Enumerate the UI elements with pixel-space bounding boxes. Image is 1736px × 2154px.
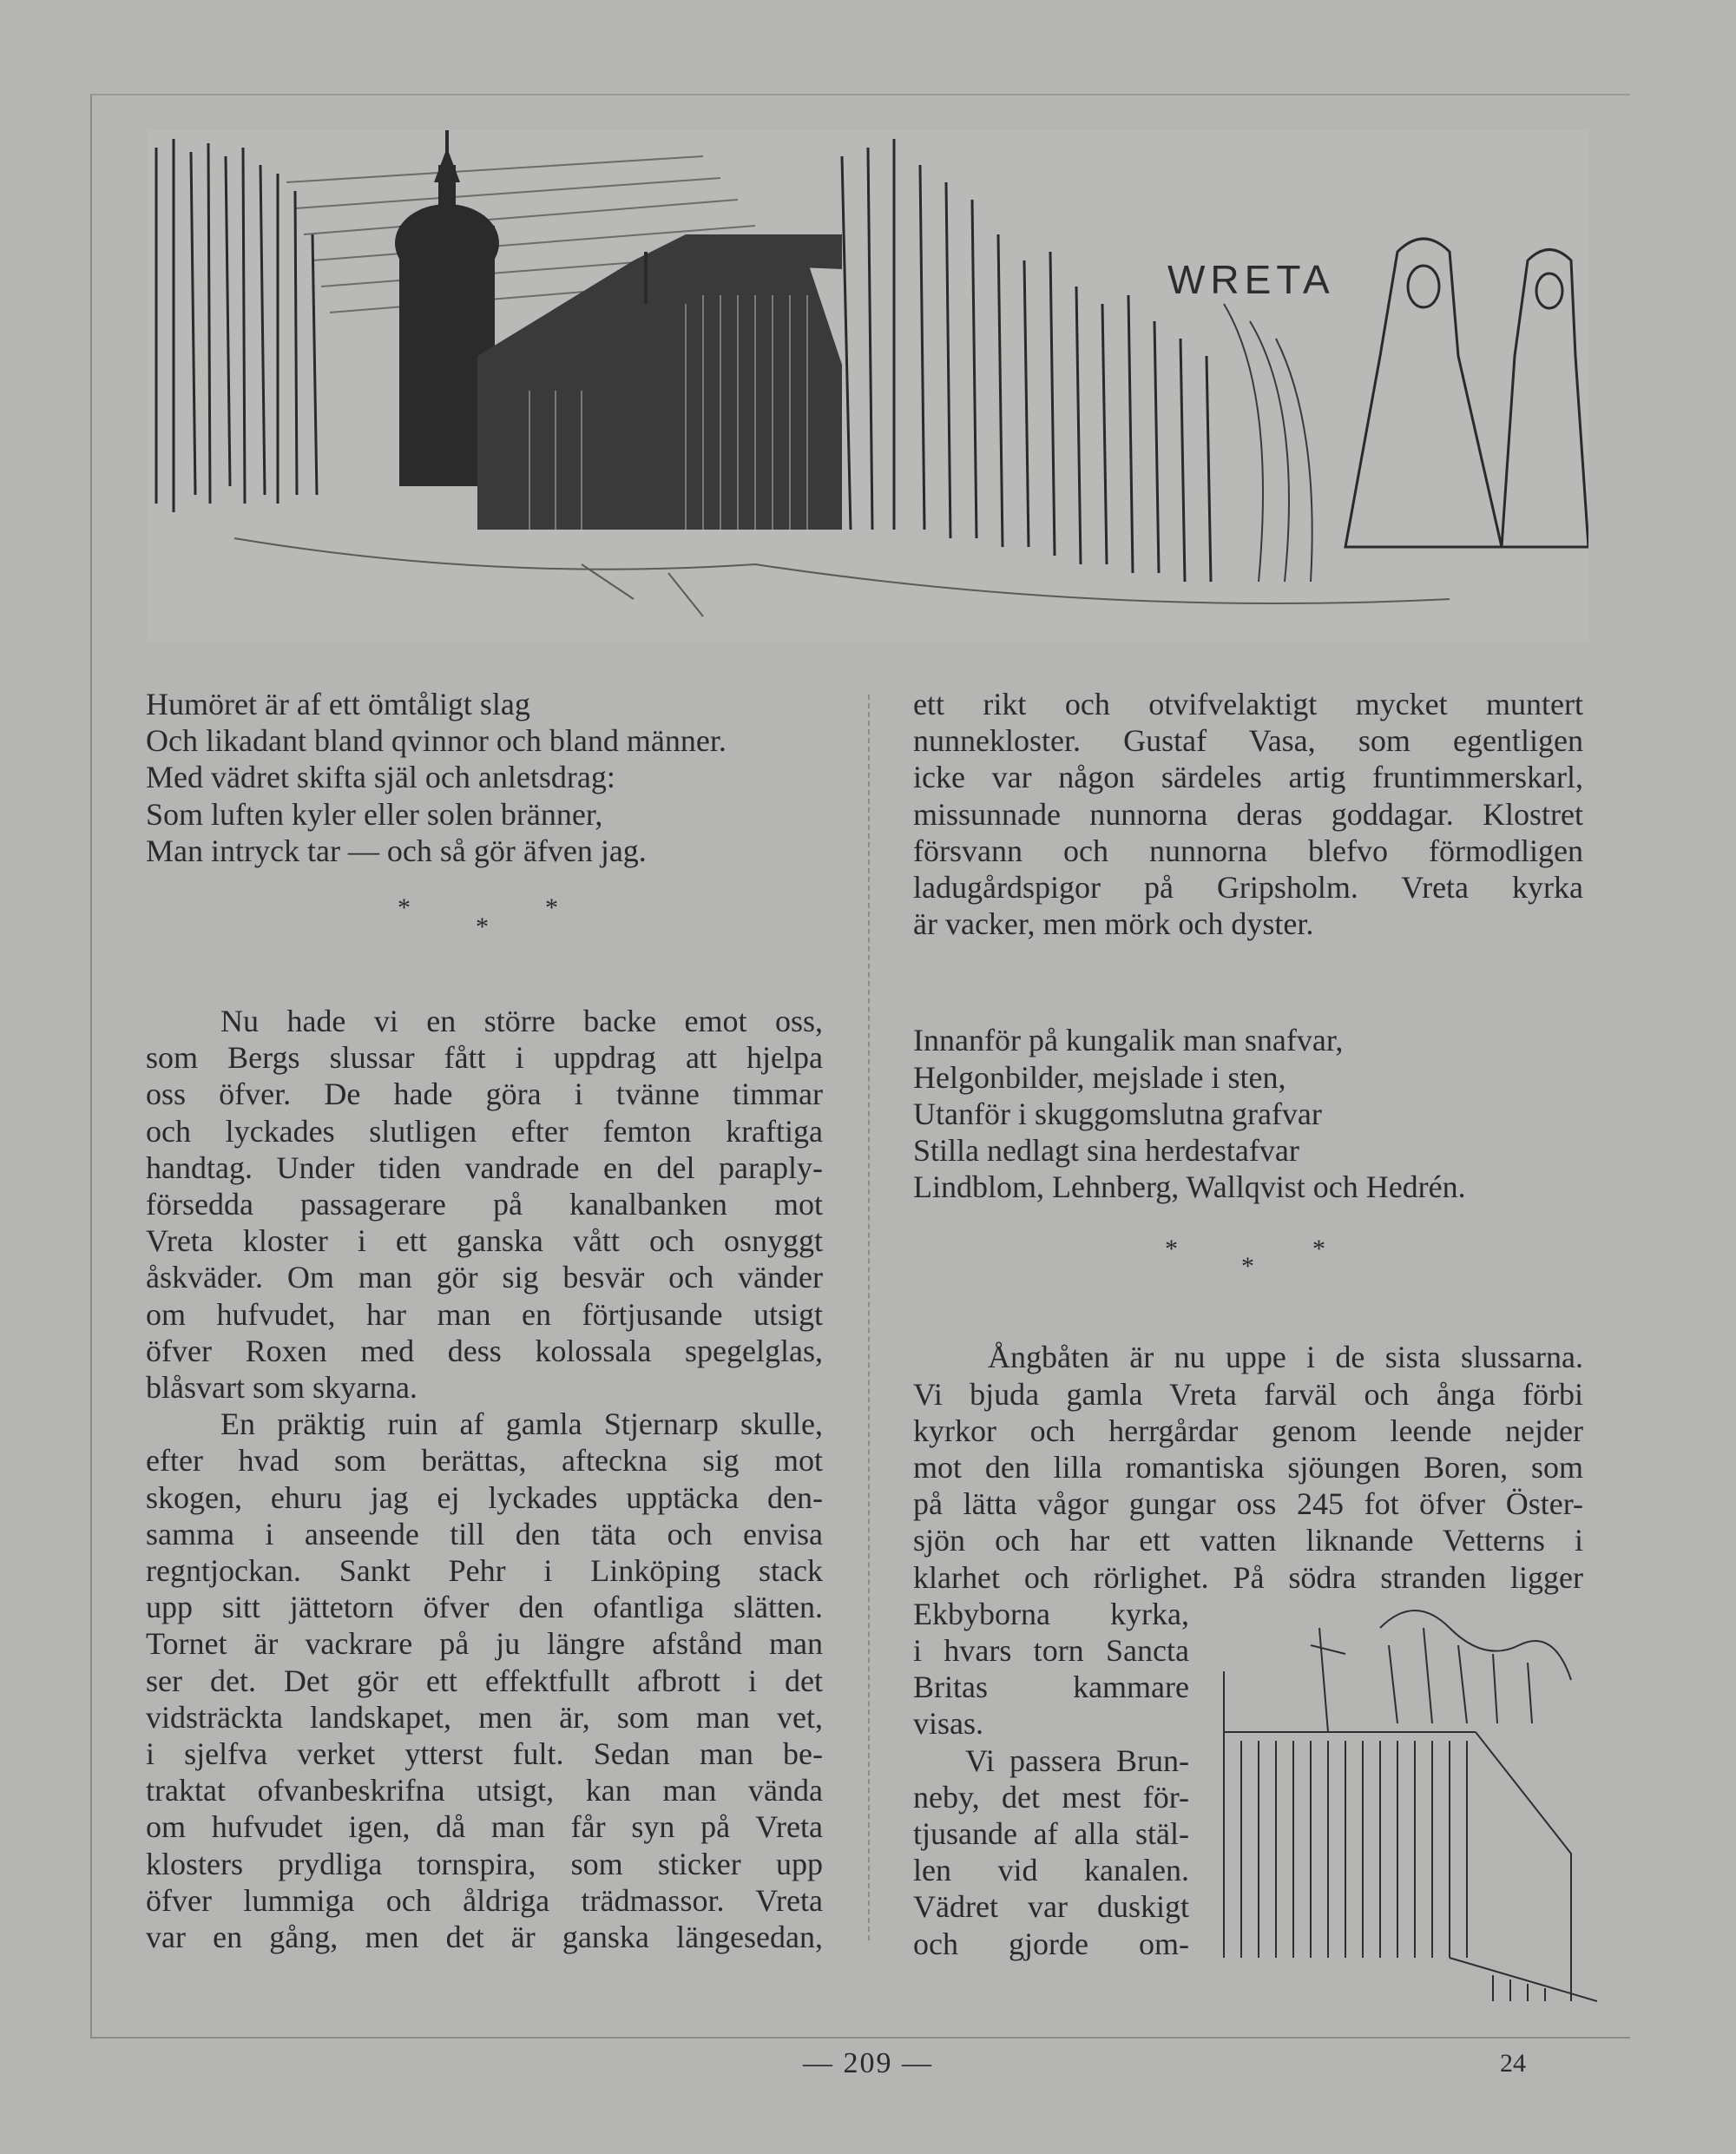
left-column xyxy=(146,686,823,1955)
asterism-divider xyxy=(146,890,823,951)
poem-line: Och likadant bland qvinnor och bland männer. xyxy=(146,723,727,759)
prose-line: vidsträckta landskapet, men är, som man vet, xyxy=(146,1699,823,1735)
vreta-illustration-label: WRETA xyxy=(1167,257,1335,302)
prose-line: och lyckades slutligen efter femton kraftiga xyxy=(146,1113,823,1149)
prose-line: och gjorde om- xyxy=(913,1926,1189,1961)
prose-line: oss öfver. De hade göra i tvänne timmar xyxy=(146,1077,823,1112)
asterisk: * xyxy=(398,893,445,923)
poem-line: Stilla nedlagt sina herdestafvar xyxy=(913,1133,1299,1169)
poem-line: Med vädret skifta själ och anletsdrag: xyxy=(146,760,615,795)
prose-line: Britas kammare xyxy=(913,1670,1189,1705)
asterisk: * xyxy=(1241,1252,1289,1281)
asterisk: * xyxy=(476,912,523,942)
prose-line: Vreta kloster i ett ganska vått och osnyggt xyxy=(146,1223,823,1259)
spacer xyxy=(913,942,1583,1022)
poem-line: Lindblom, Lehnberg, Wallqvist och Hedrén. xyxy=(913,1169,1466,1205)
prose-line: len vid kanalen. xyxy=(913,1853,1189,1888)
prose-line: i hvars torn Sancta xyxy=(913,1633,1189,1669)
prose-line: öfver Roxen med dess kolossala spegelglas, xyxy=(146,1333,823,1368)
prose-line: är vacker, men mörk och dyster. xyxy=(913,906,1314,942)
prose-line: i sjelfva verket ytterst fult. Sedan man be- xyxy=(146,1736,823,1772)
prose-line: En präktig ruin af gamla Stjernarp skulle, xyxy=(220,1406,823,1442)
left-prose xyxy=(146,1003,823,1955)
signature-mark: 24 xyxy=(1500,2049,1526,2078)
prose-line: nunnekloster. Gustaf Vasa, som egentligen xyxy=(913,723,1583,759)
prose-line: ladugårdspigor på Gripsholm. Vreta kyrka xyxy=(913,870,1583,906)
asterisk: * xyxy=(1165,1235,1213,1264)
prose-line: traktat ofvanbeskrifna utsigt, kan man vända xyxy=(146,1773,823,1808)
prose-line: neby, det mest för- xyxy=(913,1779,1189,1815)
asterisk: * xyxy=(1312,1235,1360,1264)
prose-line: missunnade nunnorna deras goddagar. Klostret xyxy=(913,796,1583,832)
right-prose-top xyxy=(913,686,1583,942)
inset-drawing xyxy=(1189,1593,1597,2010)
header-illustration xyxy=(148,130,1588,642)
prose-line: som Bergs slussar fått i uppdrag att hjelpa xyxy=(146,1040,823,1076)
prose-line: på lätta vågor gungar oss 245 fot öfver Öster- xyxy=(913,1486,1583,1522)
prose-line: åskväder. Om man gör sig besvär och vänder xyxy=(146,1260,823,1295)
prose-line: Nu hade vi en större backe emot oss, xyxy=(220,1004,823,1039)
prose-line: ser det. Det gör ett effektfullt afbrott i det xyxy=(146,1663,823,1698)
prose-line: tjusande af alla stäl- xyxy=(913,1816,1189,1852)
prose-line: efter hvad som berättas, afteckna sig mot xyxy=(146,1443,823,1479)
poem-line: Man intryck tar — och så gör äfven jag. xyxy=(146,833,647,868)
poem-line: Humöret är af ett ömtåligt slag xyxy=(146,687,530,721)
prose-line: samma i anseende till den täta och envisa xyxy=(146,1516,823,1551)
prose-line: klarhet och rörlighet. På södra stranden ligger xyxy=(913,1559,1583,1595)
prose-line: Vädret var duskigt xyxy=(913,1889,1189,1925)
prose-line: om hufvudet igen, då man får syn på Vreta xyxy=(146,1809,823,1845)
right-prose-bottom xyxy=(913,1339,1583,1595)
prose-line: klosters prydliga tornspira, som sticker upp xyxy=(146,1846,823,1881)
prose-line: upp sitt jättetorn öfver den ofantliga slätten. xyxy=(146,1590,823,1625)
poem-line: Innanför på kungalik man snafvar, xyxy=(913,1023,1344,1058)
prose-line: sjön och har ett vatten liknande Vetterns i xyxy=(913,1523,1583,1558)
asterisk: * xyxy=(545,893,593,923)
prose-line: Tornet är vackrare på ju längre afstånd man xyxy=(146,1626,823,1662)
prose-line: blåsvart som skyarna. xyxy=(146,1370,418,1406)
prose-line: regntjockan. Sankt Pehr i Linköping stack xyxy=(146,1553,823,1589)
prose-line: mot den lilla romantiska sjöungen Boren, som xyxy=(913,1450,1583,1485)
prose-line: Ångbåten är nu uppe i de sista slussarna. xyxy=(988,1340,1583,1375)
prose-line: Vi passera Brun- xyxy=(965,1742,1189,1778)
prose-line: var en gång, men det är ganska längesedan, xyxy=(146,1920,823,1955)
prose-line: Vi bjuda gamla Vreta farväl och ånga förbi xyxy=(913,1376,1583,1412)
prose-line: kyrkor och herrgårdar genom leende nejder xyxy=(913,1413,1583,1448)
poem-line: Utanför i skuggomslutna grafvar xyxy=(913,1096,1322,1131)
poem-line: Helgonbilder, mejslade i sten, xyxy=(913,1059,1286,1095)
prose-line: icke var någon särdeles artig fruntimmerskarl, xyxy=(913,760,1583,795)
right-prose-wrap xyxy=(913,1596,1189,1962)
prose-line: om hufvudet, har man en förtjusande utsigt xyxy=(146,1296,823,1332)
poem-line: Som luften kyler eller solen bränner, xyxy=(146,796,603,832)
prose-line: skogen, ehuru jag ej lyckades upptäcka den- xyxy=(146,1479,823,1515)
prose-line: handtag. Under tiden vandrade en del paraply- xyxy=(146,1149,823,1185)
prose-line: ett rikt och otvifvelaktigt mycket muntert xyxy=(913,687,1583,721)
prose-line: visas. xyxy=(913,1706,983,1742)
prose-line: Ekbyborna kyrka, xyxy=(913,1596,1189,1631)
left-poem xyxy=(146,686,823,869)
church-drawing xyxy=(148,130,1588,642)
column-divider xyxy=(868,695,870,1940)
lock-illustration xyxy=(1189,1593,1597,2010)
page-number: — 209 — xyxy=(803,2047,933,2079)
prose-line: försvann och nunnorna blefvo förmodligen xyxy=(913,833,1583,868)
prose-line: öfver lummiga och åldriga trädmassor. Vreta xyxy=(146,1882,823,1918)
prose-line: försedda passagerare på kanalbanken mot xyxy=(146,1187,823,1222)
right-poem xyxy=(913,1022,1583,1205)
asterism-divider xyxy=(913,1226,1583,1287)
